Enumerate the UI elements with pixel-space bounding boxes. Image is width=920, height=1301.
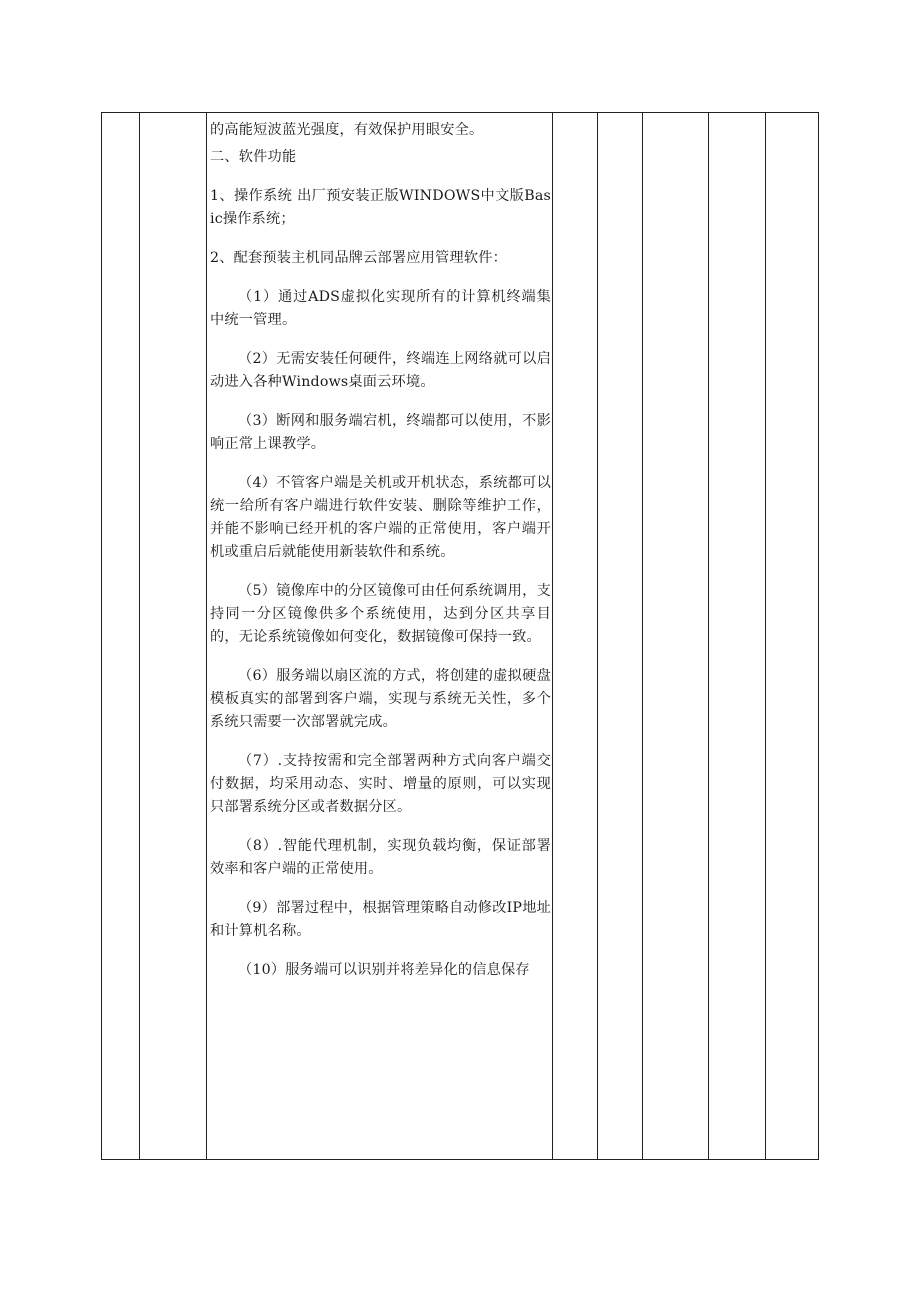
paragraph-item-2: （2）无需安装任何硬件，终端连上网络就可以启动进入各种Windows桌面云环境。 — [210, 351, 551, 390]
section-heading-software: 二、软件功能 — [210, 149, 297, 165]
empty-cell-price — [643, 113, 709, 1160]
table-row — [102, 113, 819, 1160]
empty-cell-remark — [766, 113, 819, 1160]
parameter-content-cell — [207, 113, 553, 1160]
paragraph-continuation: 的高能短波蓝光强度，有效保护用眼安全。 — [210, 122, 484, 138]
paragraph-item-6: （6）服务端以扇区流的方式，将创建的虚拟硬盘模板真实的部署到客户端，实现与系统无关性，多个系统只需要一次部署就完成。 — [210, 668, 551, 730]
specification-table — [101, 112, 819, 1160]
empty-cell-unit — [553, 113, 598, 1160]
empty-cell-index — [102, 113, 140, 1160]
paragraph-item-1: （1）通过ADS虚拟化实现所有的计算机终端集中统一管理。 — [210, 289, 551, 328]
empty-cell-name — [140, 113, 207, 1160]
paragraph-item-4: （4）不管客户端是关机或开机状态，系统都可以统一给所有客户端进行软件安装、删除等维护工作，并能不影响已经开机的客户端的正常使用，客户端开机或重启后就能使用新装软件和系统。 — [210, 475, 551, 560]
paragraph-item-8: （8）.智能代理机制，实现负载均衡，保证部署效率和客户端的正常使用。 — [210, 838, 551, 877]
paragraph-item-3: （3）断网和服务端宕机，终端都可以使用，不影响正常上课教学。 — [210, 413, 551, 452]
paragraph-item-5: （5）镜像库中的分区镜像可由任何系统调用，支持同一分区镜像供多个系统使用，达到分区共享目的，无论系统镜像如何变化，数据镜像可保持一致。 — [210, 583, 551, 645]
paragraph-item-10: （10）服务端可以识别并将差异化的信息保存 — [238, 962, 530, 978]
empty-cell-quantity — [598, 113, 643, 1160]
paragraph-os: 1、操作系统 出厂预安装正版WINDOWS中文版Basic操作系统； — [210, 188, 551, 227]
empty-cell-total — [709, 113, 766, 1160]
paragraph-item-9: （9）部署过程中，根据管理策略自动修改IP地址和计算机名称。 — [210, 900, 551, 939]
paragraph-cloud-software: 2、配套预装主机同品牌云部署应用管理软件： — [210, 250, 507, 266]
paragraph-item-7: （7）.支持按需和完全部署两种方式向客户端交付数据，均采用动态、实时、增量的原则，可以实现只部署系统分区或者数据分区。 — [210, 753, 551, 815]
